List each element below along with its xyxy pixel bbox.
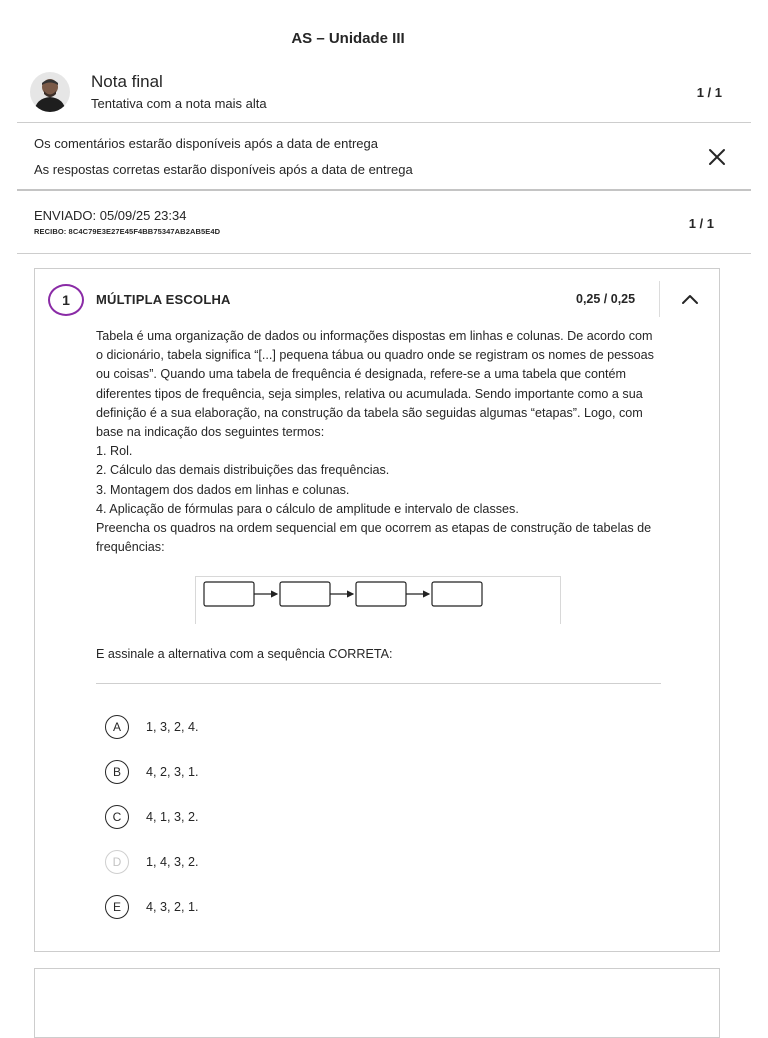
page-title: AS – Unidade III [291, 30, 405, 47]
option-text: 4, 2, 3, 1. [146, 765, 199, 779]
grade-score: 1 / 1 [696, 85, 722, 100]
receipt-id: RECIBO: 8C4C79E3E27E45F4BB75347AB2AB5E4D [34, 227, 221, 236]
comments-notice: Os comentários estarão disponíveis após a data de entrega [34, 136, 378, 151]
question-instruction: Preencha os quadros na ordem sequencial em que ocorrem as etapas de construção de tabelas de frequências: [96, 521, 652, 555]
question-term: 1. Rol. [96, 444, 133, 459]
next-question-card [34, 968, 720, 1038]
question-body [96, 327, 656, 557]
divider [17, 122, 751, 123]
option-text: 1, 4, 3, 2. [146, 855, 199, 869]
grade-subtitle: Tentativa com a nota mais alta [91, 96, 267, 111]
option-letter: B [105, 760, 129, 784]
option-text: 4, 1, 3, 2. [146, 810, 199, 824]
question-paragraph: Tabela é uma organização de dados ou informações dispostas em linhas e colunas. De acordo com o dicionário, tabela significa “[...] pequena tábua ou quadro onde se registram os nomes de pessoas ou coisas”. Quando uma tabela de frequência é designada, refere-se a uma tabela que contém diferentes tipos de frequência, seja simples, relativa ou acumulada. Sendo importante como a sua definição é a sua elaboração, na construção da tabela são seguidas algumas “etapas”. Logo, com base na indicação dos seguintes termos: [96, 329, 654, 440]
grade-title: Nota final [91, 72, 163, 91]
option-b[interactable] [105, 760, 505, 786]
close-button[interactable] [704, 144, 730, 170]
option-letter: A [105, 715, 129, 739]
option-letter: D [105, 850, 129, 874]
answers-notice: As respostas corretas estarão disponíveis após a data de entrega [34, 162, 413, 177]
option-text: 1, 3, 2, 4. [146, 720, 199, 734]
question-score: 0,25 / 0,25 [576, 292, 636, 306]
collapse-button[interactable] [675, 285, 705, 315]
option-text: 4, 3, 2, 1. [146, 900, 199, 914]
option-letter: E [105, 895, 129, 919]
grade-header [30, 68, 722, 118]
option-a[interactable] [105, 715, 505, 741]
divider [17, 189, 751, 191]
sequence-boxes-figure [196, 577, 562, 625]
chevron-up-icon [675, 285, 705, 315]
question-type: MÚLTIPLA ESCOLHA [96, 292, 231, 307]
question-card [34, 268, 720, 952]
sent-timestamp: ENVIADO: 05/09/25 23:34 [34, 208, 187, 223]
divider [96, 683, 661, 684]
divider [659, 281, 660, 317]
avatar [30, 72, 70, 112]
option-letter: C [105, 805, 129, 829]
question-term: 3. Montagem dos dados em linhas e colunas. [96, 482, 350, 497]
divider [17, 253, 751, 254]
question-number: 1 [48, 284, 84, 316]
close-icon [704, 144, 730, 170]
sequence-diagram [195, 576, 561, 624]
option-c[interactable] [105, 805, 505, 831]
question-term: 4. Aplicação de fórmulas para o cálculo de amplitude e intervalo de classes. [96, 501, 519, 516]
submission-score: 1 / 1 [688, 216, 714, 231]
option-d[interactable] [105, 850, 505, 876]
option-e[interactable] [105, 895, 505, 921]
user-avatar-icon [30, 72, 70, 112]
question-prompt: E assinale a alternativa com a sequência CORRETA: [96, 647, 393, 661]
question-term: 2. Cálculo das demais distribuições das frequências. [96, 463, 390, 478]
